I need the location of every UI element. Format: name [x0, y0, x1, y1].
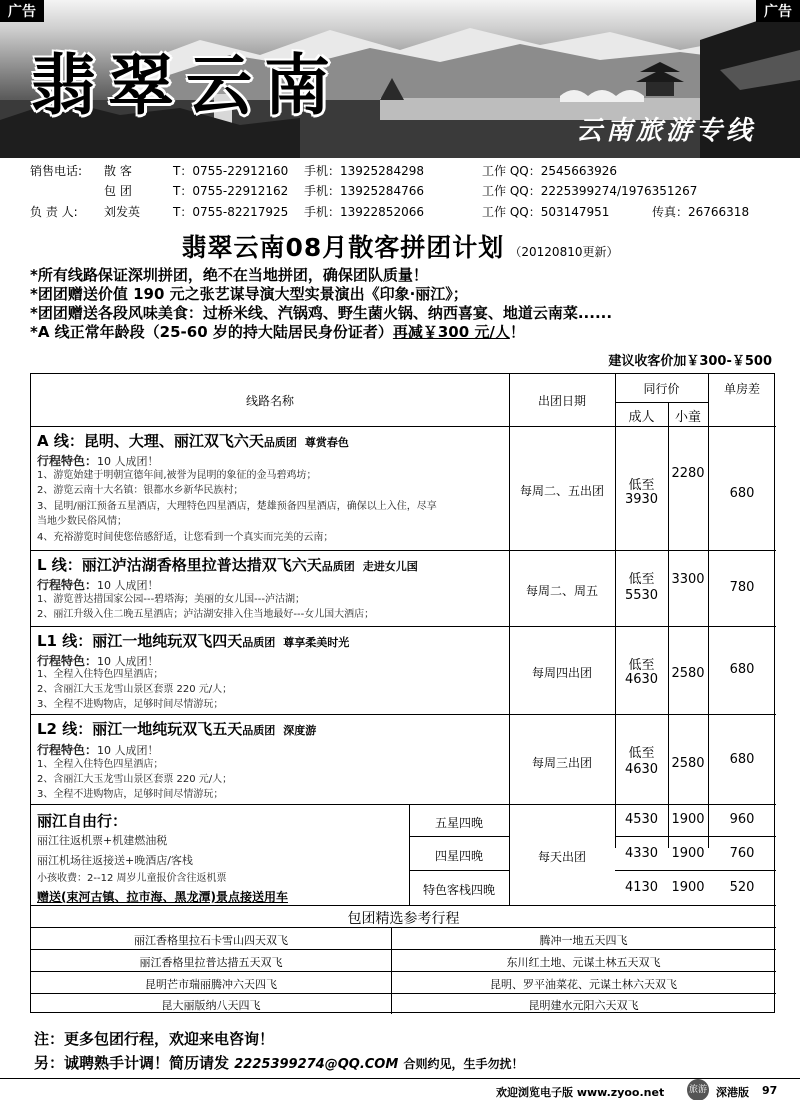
route-date: 每周二、周五 — [525, 584, 598, 598]
banner-title: 翡翠云南 — [30, 46, 342, 124]
adult-price: 5530 — [624, 588, 659, 603]
adult-price: 4630 — [624, 672, 659, 687]
contact-label: 销售电话: — [30, 164, 83, 178]
adult-price: 4630 — [624, 762, 659, 777]
route-detail: 2、含丽江大玉龙雪山景区套票 220 元/人； — [37, 684, 233, 695]
charter-item: 腾冲一地五天四飞 — [539, 934, 628, 947]
contact-row — [0, 162, 800, 180]
charter-item: 昆明芒市瑞丽腾冲六天四飞 — [145, 978, 277, 991]
discount-text: 再减￥300 元/人 — [392, 323, 510, 341]
header-route: 线路名称 — [245, 394, 294, 408]
route-feature: 行程特色：10 人成团！ — [37, 454, 159, 468]
note-more-tours: 注：更多包团行程，欢迎来电咨询！ — [34, 1030, 275, 1048]
free-travel-title: 丽江自由行： — [37, 812, 128, 830]
ad-label-left: 广告 — [0, 0, 44, 22]
footer-website: 欢迎浏览电子版 www.zyoo.net — [496, 1086, 665, 1099]
contact-qq: 工作 QQ：2545663926 — [482, 164, 618, 178]
route-detail: 2、含丽江大玉龙雪山景区套票 220 元/人； — [37, 774, 233, 785]
route-detail: 1、全程入住特色四星酒店； — [37, 669, 164, 680]
route-title: A 线：昆明、大理、丽江双飞六天品质团 尊赏春色 — [37, 432, 349, 450]
free-option-name: 四星四晚 — [434, 849, 483, 863]
single-supplement: 760 — [729, 846, 755, 861]
child-price: 2580 — [671, 666, 705, 681]
adult-price: 4130 — [624, 880, 659, 895]
bullet-item: *团团赠送价值 190 元之张艺谋导演大型实景演出《印象·丽江》； — [30, 285, 468, 303]
contact-tel: T：0755-22912160 — [173, 164, 289, 178]
bullet-tail: ！ — [509, 323, 525, 341]
contact-mobile: 手机：13922852066 — [304, 205, 424, 219]
bullet-item — [30, 323, 612, 342]
contact-name: 散 客 — [104, 164, 132, 178]
contact-row — [0, 182, 800, 200]
child-price: 1900 — [671, 812, 705, 827]
header-date: 出团日期 — [537, 394, 586, 408]
child-price: 2580 — [671, 756, 705, 771]
route-title: L2 线：丽江一地纯玩双飞五天品质团 深度游 — [37, 720, 317, 738]
contact-tel: T：0755-22912162 — [173, 184, 289, 198]
free-travel-detail: 丽江机场往返接送+晚酒店/客栈 — [37, 854, 193, 867]
banner — [0, 0, 800, 158]
route-detail: 1、游览始建于明朝宣德年间,被誉为昆明的象征的金马碧鸡坊； — [37, 470, 317, 481]
free-travel-detail: 丽江往返机票+机建燃油税 — [37, 834, 168, 847]
contact-label: 负 责 人: — [30, 205, 78, 219]
adult-price-prefix: 低至 — [628, 572, 655, 587]
single-supplement: 960 — [729, 812, 755, 827]
ad-label-right: 广告 — [756, 0, 800, 22]
free-option-name: 特色客栈四晚 — [422, 883, 495, 897]
child-price: 2280 — [671, 466, 705, 481]
route-detail: 1、全程入住特色四星酒店； — [37, 759, 164, 770]
route-detail: 2、游览云南十大名镇：银都水乡新华民族村； — [37, 485, 244, 496]
route-feature: 行程特色：10 人成团！ — [37, 654, 159, 668]
bullet-item: *所有线路保证深圳拼团，绝不在当地拼团，确保团队质量！ — [30, 266, 428, 284]
single-supplement: 680 — [729, 662, 755, 677]
promo-bullets — [30, 266, 612, 342]
charter-item: 昆大丽版纳八天四飞 — [161, 999, 261, 1012]
free-travel-detail: 小孩收费：2--12 周岁儿童报价含往返机票 — [37, 873, 227, 884]
route-date: 每周三出团 — [531, 756, 592, 770]
contact-tel: T：0755-82217925 — [173, 205, 289, 219]
free-option-name: 五星四晚 — [434, 816, 483, 830]
single-supplement: 520 — [729, 880, 755, 895]
route-detail: 3、昆明/丽江预备五星酒店，大理特色四星酒店，楚雄预备四星酒店，确保以上入住，尽享 — [37, 501, 437, 512]
headline — [0, 228, 800, 264]
single-supplement: 780 — [729, 580, 755, 595]
header-peer-price: 同行价 — [643, 382, 680, 396]
banner-subtitle: 云南旅游专线 — [575, 116, 756, 146]
logo-badge-icon: 旅游 — [687, 1079, 709, 1100]
adult-price: 4330 — [624, 846, 659, 861]
route-table — [30, 373, 775, 1013]
charter-item: 东川红土地、元谋土林五天双飞 — [506, 956, 661, 969]
adult-price-prefix: 低至 — [628, 658, 655, 673]
contact-name: 刘发英 — [104, 205, 141, 219]
contact-mobile: 手机：13925284298 — [304, 164, 424, 178]
child-price: 1900 — [671, 846, 705, 861]
contact-row — [0, 203, 800, 221]
free-travel-gift: 赠送(束河古镇、拉市海、黑龙潭)景点接送用车 — [37, 890, 288, 904]
charter-title: 包团精选参考行程 — [347, 911, 460, 927]
contact-qq: 工作 QQ：2225399274/1976351267 — [482, 184, 698, 198]
route-detail: 3、全程不进购物店，足够时间尽情游玩； — [37, 699, 224, 710]
header-adult: 成人 — [628, 410, 655, 425]
page-title: 翡翠云南08月散客拼团计划 — [181, 233, 505, 262]
route-detail: 2、丽江升级入住二晚五星酒店；泸沽湖安排入住当地最好---女儿国大酒店； — [37, 609, 375, 620]
footer — [0, 1078, 800, 1100]
update-date: （20120810更新） — [509, 245, 619, 259]
adult-price-prefix: 低至 — [628, 478, 655, 493]
charter-item: 丽江香格里拉石卡雪山四天双飞 — [134, 934, 288, 947]
page-number: 97 — [762, 1084, 778, 1097]
contact-mobile: 手机：13925284766 — [304, 184, 424, 198]
route-feature: 行程特色：10 人成团！ — [37, 578, 159, 592]
route-date: 每周四出团 — [531, 666, 592, 680]
footer-edition: 深港版 — [716, 1086, 749, 1099]
contact-qq: 工作 QQ：503147951 — [482, 205, 610, 219]
contact-fax: 传真：26766318 — [652, 205, 750, 219]
header-child: 小童 — [674, 410, 701, 425]
child-price: 3300 — [671, 572, 705, 587]
route-detail: 1、游览普达措国家公园---碧塔海；美丽的女儿国---泸沽湖； — [37, 594, 306, 605]
header-single-supplement: 单房差 — [723, 382, 760, 396]
contact-name: 包 团 — [104, 184, 132, 198]
child-price: 1900 — [671, 880, 705, 895]
route-detail: 当地少数民俗风情； — [37, 516, 127, 527]
route-detail: 4、充裕游览时间使您倍感舒适，让您看到一个真实而完美的云南； — [37, 532, 334, 543]
suggested-price: 建议收客价加￥300-￥500 — [608, 354, 772, 369]
route-title: L1 线：丽江一地纯玩双飞四天品质团 尊享柔美时光 — [37, 632, 350, 650]
route-detail: 3、全程不进购物店，足够时间尽情游玩； — [37, 789, 224, 800]
bullet-text: *A 线正常年龄段（25-60 岁的持大陆居民身份证者） — [30, 323, 393, 341]
free-travel-date: 每天出团 — [537, 850, 586, 864]
adult-price: 4530 — [624, 812, 659, 827]
adult-price: 3930 — [624, 492, 659, 507]
adult-price-prefix: 低至 — [628, 746, 655, 761]
bullet-item: *团团赠送各段风味美食：过桥米线、汽锅鸡、野生菌火锅、纳西喜宴、地道云南菜...... — [30, 304, 613, 322]
single-supplement: 680 — [729, 752, 755, 767]
route-feature: 行程特色：10 人成团！ — [37, 743, 159, 757]
charter-item: 丽江香格里拉普达措五天双飞 — [139, 956, 283, 969]
charter-item: 昆明、罗平油菜花、元谋土林六天双飞 — [490, 978, 677, 991]
route-title: L 线：丽江泸沽湖香格里拉普达措双飞六天品质团 走进女儿国 — [37, 556, 418, 574]
note-recruit: 另：诚聘熟手计调！简历请发 2225399274@QQ.COM 合则约见，生手勿扰！ — [34, 1054, 524, 1072]
single-supplement: 680 — [729, 486, 755, 501]
charter-item: 昆明建水元阳六天双飞 — [528, 999, 639, 1012]
route-date: 每周二、五出团 — [519, 484, 604, 498]
